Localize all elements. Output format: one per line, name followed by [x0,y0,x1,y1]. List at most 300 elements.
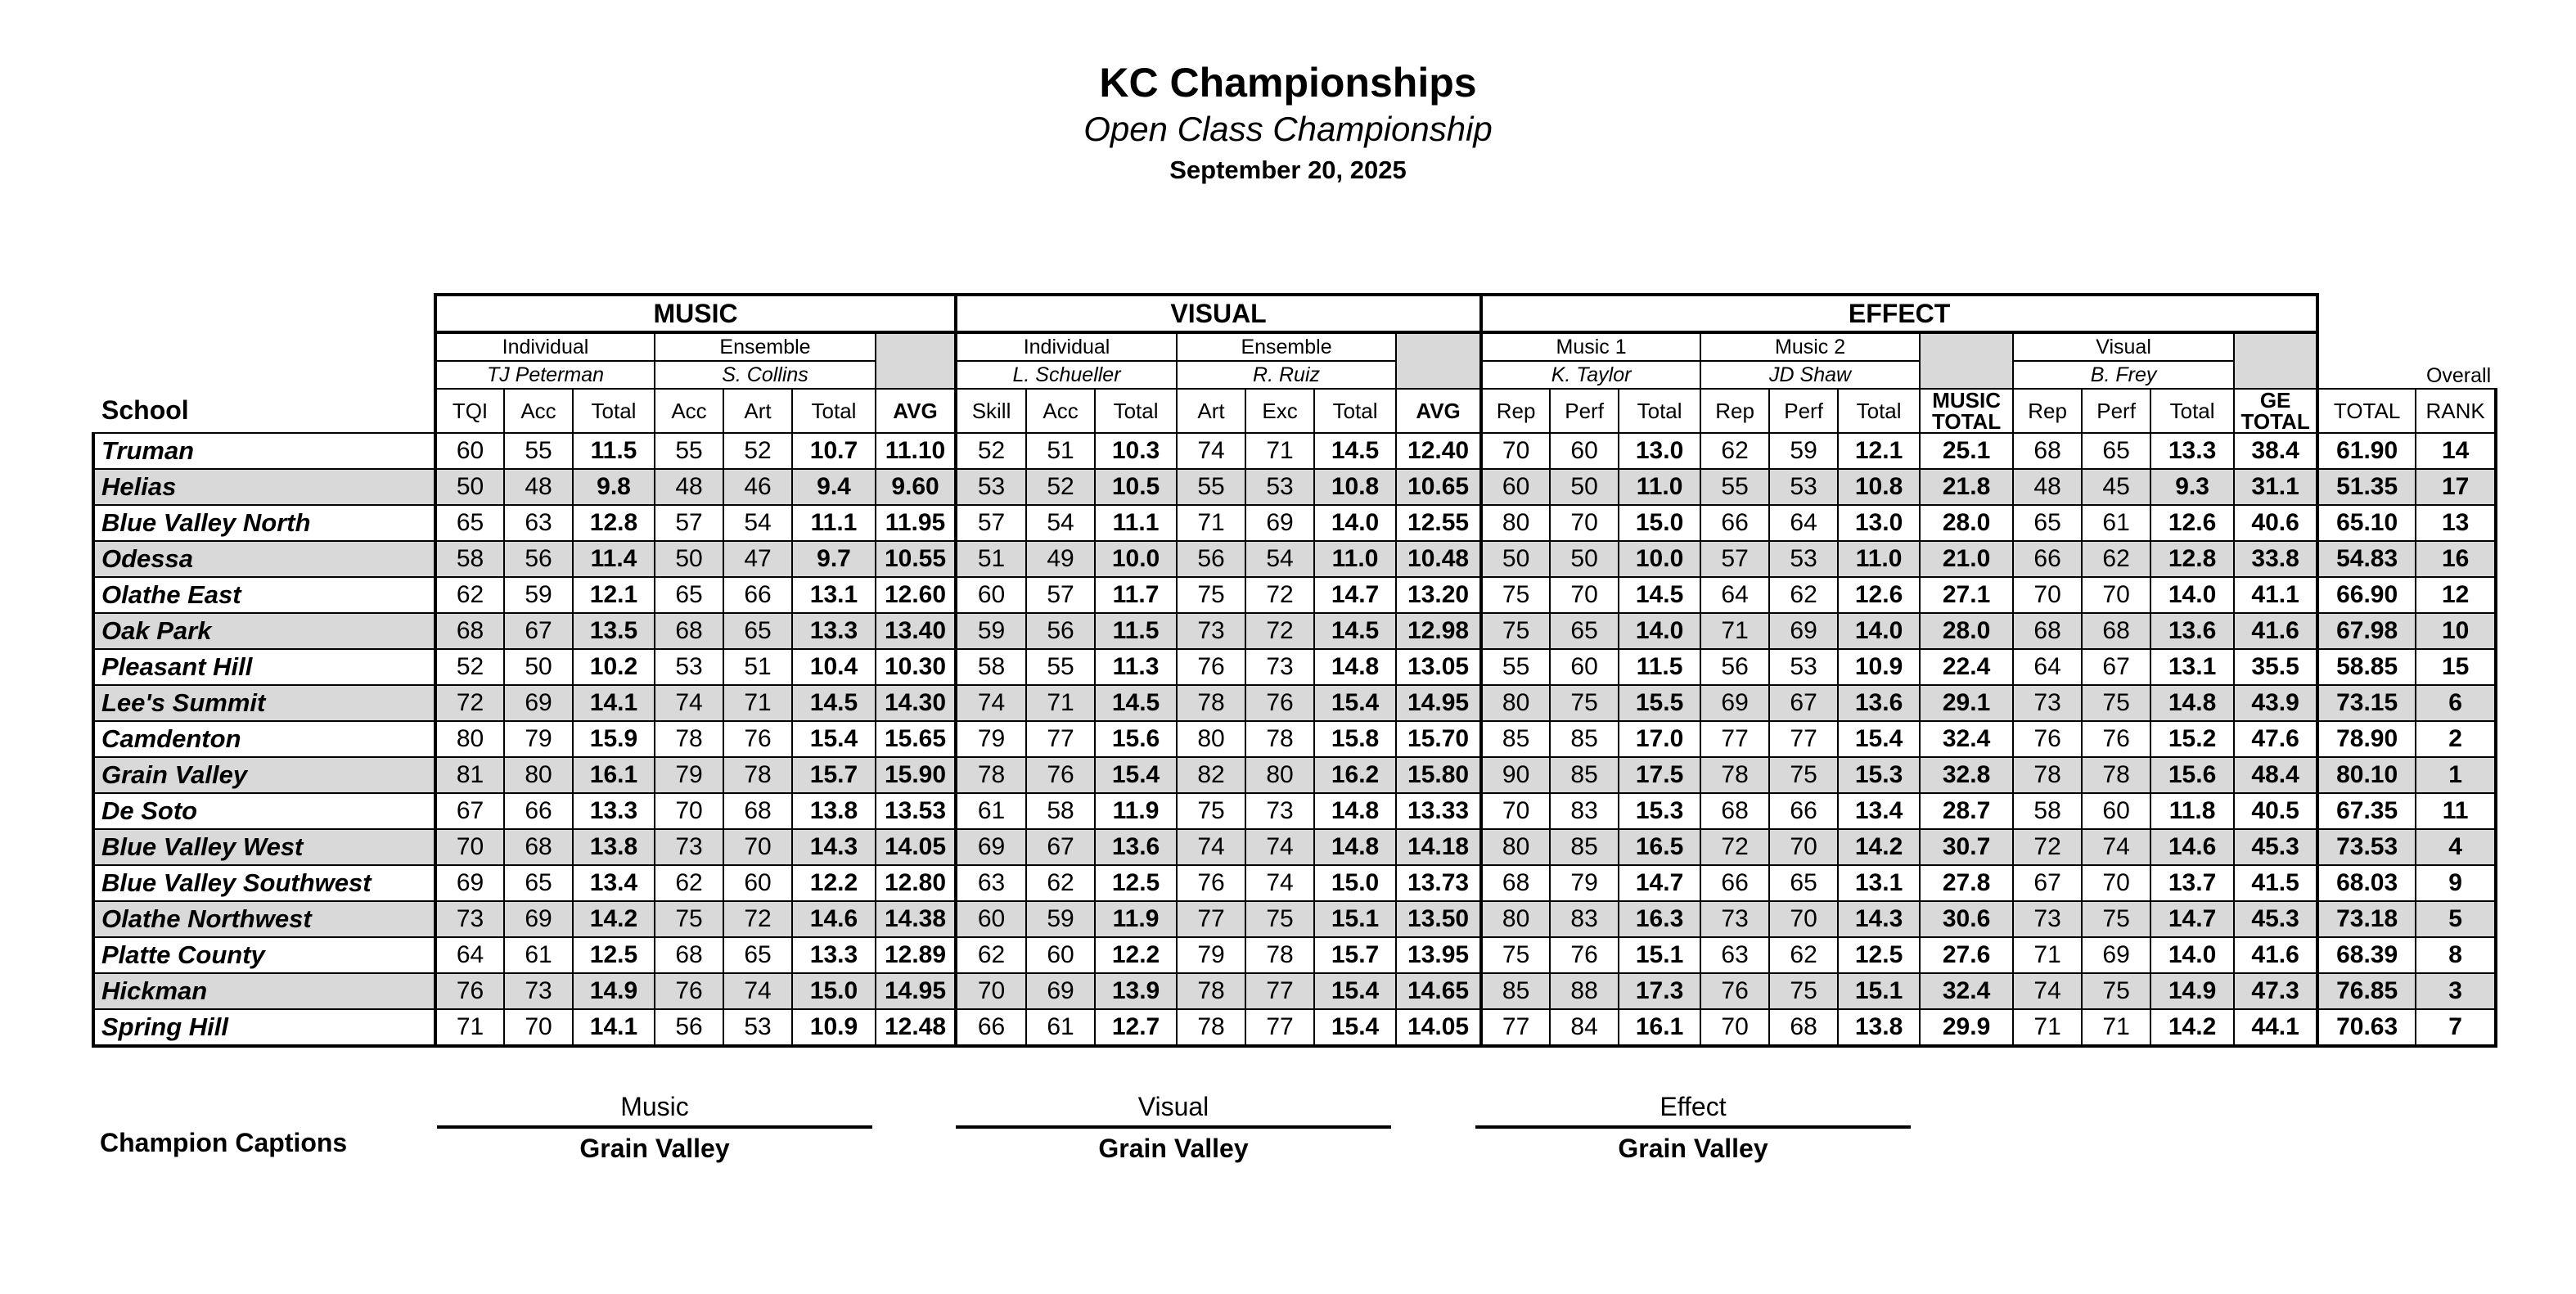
score-cell: 33.8 [2234,541,2317,577]
score-cell: 67 [435,793,504,829]
score-cell: 12.5 [573,937,655,973]
score-cell: 83 [1550,901,1619,937]
score-cell: 13.8 [1838,1009,1920,1046]
score-cell: 74 [1245,829,1314,865]
school-name: Blue Valley West [93,829,435,865]
score-cell: 75 [1481,577,1550,613]
score-cell: 12.2 [792,865,876,901]
score-cell: 38.4 [2234,433,2317,469]
score-cell: 11.0 [1838,541,1920,577]
score-cell: 61 [2082,505,2150,541]
table-row [93,901,2496,937]
score-cell: 62 [1026,865,1095,901]
school-name: Blue Valley North [93,505,435,541]
score-cell: 13.6 [1095,829,1177,865]
score-cell: 71 [1177,505,1245,541]
score-cell: 9.60 [876,469,956,505]
table-row [93,685,2496,721]
score-cell: 67.98 [2317,613,2416,649]
score-cell: 11 [2416,793,2496,829]
score-cell: 70 [1550,505,1619,541]
score-cell: 11.10 [876,433,956,469]
score-cell: 69 [1700,685,1769,721]
score-cell: 70.63 [2317,1009,2416,1046]
score-cell: 50 [1550,541,1619,577]
score-cell: 13.3 [792,613,876,649]
score-cell: 68 [504,829,573,865]
score-cell: 14.5 [792,685,876,721]
score-cell: 55 [1177,469,1245,505]
score-cell: 40.6 [2234,505,2317,541]
score-cell: 15.5 [1619,685,1700,721]
score-cell: 82 [1177,757,1245,793]
score-cell: 14.38 [876,901,956,937]
score-cell: 66 [956,1009,1026,1046]
score-cell: 70 [435,829,504,865]
visual-individual-label: Individual [956,332,1177,361]
score-cell: 68 [655,937,723,973]
score-cell: 9.4 [792,469,876,505]
music-ensemble-label: Ensemble [655,332,876,361]
score-cell: 63 [956,865,1026,901]
score-cell: 14.6 [2150,829,2234,865]
col-header: Rep [1481,389,1550,433]
score-cell: 63 [1700,937,1769,973]
effect-music1-label: Music 1 [1481,332,1700,361]
score-cell: 85 [1481,721,1550,757]
score-cell: 13.7 [2150,865,2234,901]
score-cell: 15.6 [1095,721,1177,757]
score-cell: 62 [1700,433,1769,469]
score-cell: 50 [1550,469,1619,505]
score-cell: 71 [1026,685,1095,721]
judge-effect-music2: JD Shaw [1700,361,1920,389]
score-cell: 21.0 [1920,541,2013,577]
effect-champion [1475,1092,1911,1164]
score-cell: 14.8 [1314,793,1396,829]
score-cell: 50 [504,649,573,685]
score-cell: 16.1 [573,757,655,793]
score-cell: 71 [2013,937,2082,973]
score-cell: 48 [2013,469,2082,505]
score-cell: 15.9 [573,721,655,757]
score-cell: 12.6 [1838,577,1920,613]
score-cell: 14.0 [1838,613,1920,649]
col-header: Acc [655,389,723,433]
score-cell: 11.1 [1095,505,1177,541]
score-cell: 35.5 [2234,649,2317,685]
score-cell: 70 [2082,865,2150,901]
table-row [93,937,2496,973]
col-header: TQI [435,389,504,433]
score-cell: 65 [504,865,573,901]
score-cell: 60 [1550,433,1619,469]
school-name: Helias [93,469,435,505]
score-cell: 65 [1550,613,1619,649]
score-cell: 14.5 [1314,613,1396,649]
score-cell: 62 [1769,937,1838,973]
school-name: Blue Valley Southwest [93,865,435,901]
score-cell: 14.95 [1396,685,1481,721]
score-cell: 75 [655,901,723,937]
score-cell: 73.53 [2317,829,2416,865]
score-cell: 16 [2416,541,2496,577]
score-cell: 67 [1026,829,1095,865]
score-cell: 52 [956,433,1026,469]
score-cell: 10.0 [1619,541,1700,577]
score-cell: 69 [435,865,504,901]
score-cell: 68 [435,613,504,649]
score-cell: 73 [1177,613,1245,649]
score-cell: 50 [1481,541,1550,577]
score-cell: 76 [2082,721,2150,757]
score-cell: 15.1 [1838,973,1920,1009]
score-cell: 72 [723,901,792,937]
score-cell: 71 [2082,1009,2150,1046]
score-cell: 12.8 [2150,541,2234,577]
score-cell: 15.90 [876,757,956,793]
effect-music2-label: Music 2 [1700,332,1920,361]
score-cell: 76 [1177,865,1245,901]
score-cell: 14.2 [1838,829,1920,865]
score-cell: 76.85 [2317,973,2416,1009]
score-cell: 56 [504,541,573,577]
score-cell: 15.70 [1396,721,1481,757]
score-cell: 60 [956,901,1026,937]
score-cell: 11.9 [1095,901,1177,937]
score-cell: 59 [1769,433,1838,469]
score-cell: 66.90 [2317,577,2416,613]
table-row [93,613,2496,649]
score-cell: 10.48 [1396,541,1481,577]
score-cell: 12.8 [573,505,655,541]
score-cell: 14.3 [1838,901,1920,937]
score-cell: 79 [655,757,723,793]
score-cell: 41.5 [2234,865,2317,901]
score-cell: 15.1 [1619,937,1700,973]
col-header: Skill [956,389,1026,433]
score-cell: 57 [956,505,1026,541]
score-cell: 65 [723,937,792,973]
score-cell: 78 [1177,973,1245,1009]
score-cell: 15.4 [1838,721,1920,757]
score-cell: 12.98 [1396,613,1481,649]
score-cell: 28.7 [1920,793,2013,829]
school-name: Odessa [93,541,435,577]
score-cell: 28.0 [1920,613,2013,649]
score-cell: 61 [956,793,1026,829]
score-cell: 64 [1769,505,1838,541]
score-cell: 14.5 [1095,685,1177,721]
score-cell: 76 [1550,937,1619,973]
score-cell: 76 [655,973,723,1009]
score-cell: 12.89 [876,937,956,973]
score-cell: 74 [2013,973,2082,1009]
score-cell: 14.3 [792,829,876,865]
school-name: Hickman [93,973,435,1009]
col-header: Perf [1769,389,1838,433]
score-cell: 15.4 [1314,973,1396,1009]
table-row [93,577,2496,613]
score-cell: 65 [1769,865,1838,901]
judge-music-individual: TJ Peterman [435,361,655,389]
score-cell: 51 [956,541,1026,577]
score-cell: 12.60 [876,577,956,613]
score-cell: 10.8 [1314,469,1396,505]
score-cell: 11.5 [573,433,655,469]
score-cell: 57 [655,505,723,541]
score-cell: 10.9 [792,1009,876,1046]
score-cell: 15.7 [792,757,876,793]
score-cell: 72 [1700,829,1769,865]
score-cell: 60 [723,865,792,901]
score-cell: 30.7 [1920,829,2013,865]
judge-effect-visual: B. Frey [2013,361,2234,389]
score-cell: 52 [1026,469,1095,505]
score-cell: 14.5 [1619,577,1700,613]
score-cell: 46 [723,469,792,505]
caption-effect: EFFECT [1481,295,2317,332]
score-cell: 77 [1769,721,1838,757]
score-cell: 79 [1550,865,1619,901]
score-cell: 75 [1769,973,1838,1009]
score-cell: 13.9 [1095,973,1177,1009]
score-cell: 80 [435,721,504,757]
table-row [93,469,2496,505]
score-cell: 75 [2082,901,2150,937]
effect-champion-winner: Grain Valley [1618,1134,1768,1163]
score-cell: 56 [1700,649,1769,685]
score-cell: 67 [504,613,573,649]
score-cell: 78 [655,721,723,757]
score-cell: 15.65 [876,721,956,757]
col-header: Total [792,389,876,433]
score-cell: 60 [435,433,504,469]
score-cell: 72 [1245,613,1314,649]
col-header: AVG [876,389,956,433]
score-cell: 68 [1769,1009,1838,1046]
score-cell: 85 [1481,973,1550,1009]
music-champion-winner: Grain Valley [579,1134,730,1163]
score-cell: 15.80 [1396,757,1481,793]
table-row [93,649,2496,685]
score-cell: 32.8 [1920,757,2013,793]
page-title: KC Championships [1099,60,1477,106]
score-cell: 50 [655,541,723,577]
col-header-effect-music-total: MUSIC TOTAL [1920,389,2013,433]
score-cell: 76 [1026,757,1095,793]
score-cell: 53 [723,1009,792,1046]
score-cell: 1 [2416,757,2496,793]
score-cell: 12.1 [1838,433,1920,469]
score-cell: 10.5 [1095,469,1177,505]
score-cell: 71 [1700,613,1769,649]
score-cell: 80 [1481,685,1550,721]
score-cell: 3 [2416,973,2496,1009]
table-row [93,829,2496,865]
score-cell: 76 [1245,685,1314,721]
school-name: Lee's Summit [93,685,435,721]
school-name: Truman [93,433,435,469]
score-cell: 72 [2013,829,2082,865]
school-name: Spring Hill [93,1009,435,1046]
score-cell: 15.8 [1314,721,1396,757]
school-name: Olathe Northwest [93,901,435,937]
col-header-ge-total: GE TOTAL [2234,389,2317,433]
score-cell: 13.95 [1396,937,1481,973]
score-cell: 72 [435,685,504,721]
score-cell: 4 [2416,829,2496,865]
score-cell: 14.1 [573,1009,655,1046]
score-cell: 76 [2013,721,2082,757]
score-cell: 15.7 [1314,937,1396,973]
score-cell: 73.15 [2317,685,2416,721]
score-cell: 74 [723,973,792,1009]
score-cell: 58 [435,541,504,577]
score-cell: 13.0 [1619,433,1700,469]
score-cell: 64 [1700,577,1769,613]
score-cell: 85 [1550,721,1619,757]
table-row [93,505,2496,541]
school-name: Grain Valley [93,757,435,793]
score-cell: 78 [2082,757,2150,793]
score-cell: 77 [1245,1009,1314,1046]
score-cell: 68 [2013,613,2082,649]
score-cell: 15.3 [1619,793,1700,829]
score-cell: 12.7 [1095,1009,1177,1046]
score-cell: 71 [2013,1009,2082,1046]
school-name: Platte County [93,937,435,973]
judge-visual-ensemble: R. Ruiz [1177,361,1396,389]
score-cell: 65 [2013,505,2082,541]
event-date: September 20, 2025 [1169,156,1407,184]
score-cell: 11.8 [2150,793,2234,829]
score-cell: 73 [2013,685,2082,721]
score-cell: 10.3 [1095,433,1177,469]
score-cell: 68 [1700,793,1769,829]
score-cell: 81 [435,757,504,793]
score-cell: 11.5 [1619,649,1700,685]
score-cell: 14.8 [1314,649,1396,685]
score-cell: 57 [1026,577,1095,613]
score-cell: 12.6 [2150,505,2234,541]
score-cell: 68.03 [2317,865,2416,901]
score-cell: 10.4 [792,649,876,685]
score-cell: 16.2 [1314,757,1396,793]
school-name: Camdenton [93,721,435,757]
col-header: Art [723,389,792,433]
score-cell: 14.9 [2150,973,2234,1009]
score-cell: 66 [1700,865,1769,901]
score-cell: 90 [1481,757,1550,793]
score-cell: 10.30 [876,649,956,685]
effect-music-spacer [1920,332,2013,389]
score-cell: 14.0 [2150,577,2234,613]
ge-spacer [2234,332,2317,389]
score-cell: 74 [1245,865,1314,901]
score-cell: 17.5 [1619,757,1700,793]
score-cell: 15.0 [1619,505,1700,541]
caption-music: MUSIC [435,295,956,332]
score-cell: 27.6 [1920,937,2013,973]
score-cell: 44.1 [2234,1009,2317,1046]
score-cell: 54 [1026,505,1095,541]
score-cell: 29.1 [1920,685,2013,721]
score-cell: 10.65 [1396,469,1481,505]
score-cell: 13.05 [1396,649,1481,685]
score-cell: 73 [655,829,723,865]
score-cell: 13.3 [2150,433,2234,469]
score-cell: 62 [956,937,1026,973]
score-cell: 11.95 [876,505,956,541]
score-cell: 71 [723,685,792,721]
score-cell: 56 [1026,613,1095,649]
score-cell: 75 [1177,793,1245,829]
score-cell: 61.90 [2317,433,2416,469]
score-cell: 11.1 [792,505,876,541]
score-table [92,293,2497,1048]
col-header: RANK [2416,389,2496,433]
score-cell: 67.35 [2317,793,2416,829]
score-cell: 47.3 [2234,973,2317,1009]
score-cell: 45 [2082,469,2150,505]
score-cell: 66 [723,577,792,613]
score-cell: 10.9 [1838,649,1920,685]
score-cell: 12.5 [1095,865,1177,901]
score-cell: 14.05 [876,829,956,865]
score-cell: 75 [2082,973,2150,1009]
score-cell: 16.3 [1619,901,1700,937]
score-cell: 10 [2416,613,2496,649]
score-cell: 13.33 [1396,793,1481,829]
score-cell: 47.6 [2234,721,2317,757]
judge-visual-individual: L. Schueller [956,361,1177,389]
score-cell: 68 [723,793,792,829]
score-cell: 16.5 [1619,829,1700,865]
score-cell: 12 [2416,577,2496,613]
table-row [93,793,2496,829]
score-cell: 25.1 [1920,433,2013,469]
score-cell: 73.18 [2317,901,2416,937]
score-cell: 80 [504,757,573,793]
score-cell: 48 [655,469,723,505]
score-cell: 70 [723,829,792,865]
score-cell: 66 [1700,505,1769,541]
score-cell: 53 [1245,469,1314,505]
score-cell: 13.8 [792,793,876,829]
score-cell: 60 [1550,649,1619,685]
overall-label: Overall [2425,364,2492,387]
visual-avg-spacer [1396,332,1481,389]
school-name: Oak Park [93,613,435,649]
score-cell: 11.5 [1095,613,1177,649]
score-cell: 64 [2013,649,2082,685]
score-cell: 56 [1177,541,1245,577]
score-cell: 77 [1700,721,1769,757]
score-cell: 2 [2416,721,2496,757]
score-cell: 73 [1700,901,1769,937]
score-cell: 65 [723,613,792,649]
col-header: AVG [1396,389,1481,433]
score-cell: 66 [1769,793,1838,829]
score-cell: 75 [1177,577,1245,613]
score-cell: 14.7 [1619,865,1700,901]
score-cell: 41.6 [2234,937,2317,973]
judge-music-ensemble: S. Collins [655,361,876,389]
score-cell: 78 [2013,757,2082,793]
score-cell: 78 [1177,685,1245,721]
score-cell: 67 [2013,865,2082,901]
